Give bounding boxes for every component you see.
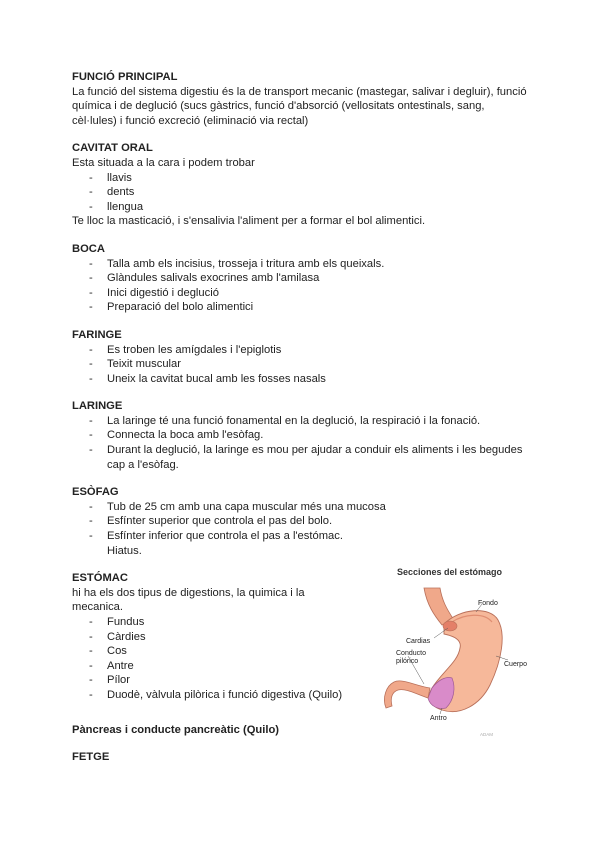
section-faringe bbox=[72, 328, 542, 386]
heading-boca: BOCA bbox=[72, 242, 105, 255]
list-item: - Glàndules salivals exocrines amb l'amilasa bbox=[72, 271, 542, 286]
label-antro: Antro bbox=[430, 715, 447, 722]
bullet-list bbox=[72, 343, 542, 387]
list-item: - Antre bbox=[72, 659, 542, 674]
section-boca bbox=[72, 242, 542, 315]
list-item: - Uneix la cavitat bucal amb les fosses nasals bbox=[72, 372, 542, 387]
list-item: - Esfínter superior que controla el pas del bolo. bbox=[72, 514, 542, 529]
list-item: - Esfínter inferior que controla el pas a l'estómac. bbox=[72, 529, 542, 544]
bullet-list bbox=[72, 257, 542, 315]
label-conducto: Conducto bbox=[396, 650, 426, 657]
label-cuerpo: Cuerpo bbox=[504, 661, 527, 668]
heading-pancreas: Pàncreas i conducte pancreàtic (Quilo) bbox=[72, 723, 280, 736]
list-item: - Durant la deglució, la laringe es mou per ajudar a conduir els aliments i les begudes bbox=[72, 443, 542, 458]
bullet-list bbox=[72, 171, 542, 215]
label-pilorico: pilórico bbox=[396, 658, 419, 665]
list-item: - La laringe té una funció fonamental en la deglució, la respiració i la fonació. bbox=[72, 414, 542, 429]
heading-cavitat-oral: CAVITAT ORAL bbox=[72, 142, 153, 155]
label-cardias: Cardias bbox=[406, 638, 431, 645]
paragraph-line: Esta situada a la cara i podem trobar bbox=[72, 156, 255, 169]
list-item: - dents bbox=[72, 185, 542, 200]
list-item: - llengua bbox=[72, 200, 542, 215]
list-item: - Connecta la boca amb l'esòfag. bbox=[72, 428, 542, 443]
paragraph-line: cèl·lules) i funció excreció (eliminació via rectal) bbox=[72, 114, 309, 127]
list-item: - Càrdies bbox=[72, 630, 542, 645]
list-item: - Fundus bbox=[72, 615, 542, 630]
paragraph-line: hi ha els dos tipus de digestions, la quimica i la bbox=[72, 586, 305, 599]
paragraph-line: química i de deglució (sucs gàstrics, funció d'absorció (vellositats ontestinals, sang, bbox=[72, 100, 485, 113]
heading-funcio-principal: FUNCIÓ PRINCIPAL bbox=[72, 71, 178, 83]
paragraph-line: mecanica. bbox=[72, 601, 123, 614]
paragraph-line: Te lloc la masticació, i s'ensalivia l'aliment per a formar el bol alimentici. bbox=[72, 215, 426, 228]
heading-esofag: ESÒFAG bbox=[72, 486, 119, 499]
list-item: - Cos bbox=[72, 644, 542, 659]
stomach-figure bbox=[372, 560, 562, 740]
heading-laringe: LARINGE bbox=[72, 400, 123, 413]
heading-estomac: ESTÓMAC bbox=[72, 572, 128, 585]
list-item: - Preparació del bolo alimentici bbox=[72, 300, 542, 315]
heading-faringe: FARINGE bbox=[72, 328, 122, 341]
list-item: - llavis bbox=[72, 171, 542, 186]
list-item: - Teixit muscular bbox=[72, 357, 542, 372]
section-funcio-principal bbox=[72, 70, 542, 128]
heading-fetge: FETGE bbox=[72, 751, 110, 764]
section-esofag bbox=[72, 485, 542, 558]
list-item: - Inici digestió i deglució bbox=[72, 286, 542, 301]
list-item: - Talla amb els incisius, trosseja i tritura amb els queixals. bbox=[72, 257, 542, 272]
list-item-continuation: Hiatus. bbox=[107, 544, 142, 557]
list-item: - Pílor bbox=[72, 673, 542, 688]
list-item: - Duodè, vàlvula pilòrica i funció digestiva (Quilo) bbox=[72, 688, 542, 703]
figure-title: Secciones del estómago bbox=[397, 567, 503, 577]
figure-credit: ADAM bbox=[480, 732, 494, 737]
paragraph-line: La funció del sistema digestiu és la de transport mecanic (mastegar, salivar i degluir), funció bbox=[72, 85, 527, 98]
section-fetge bbox=[72, 750, 542, 765]
bullet-list bbox=[72, 500, 542, 544]
list-item: - Tub de 25 cm amb una capa muscular més una mucosa bbox=[72, 500, 542, 515]
section-cavitat-oral bbox=[72, 141, 542, 229]
section-laringe bbox=[72, 399, 542, 472]
list-item: - Es troben les amígdales i l'epiglotis bbox=[72, 343, 542, 358]
bullet-list bbox=[72, 414, 542, 458]
label-fondo: Fondo bbox=[478, 600, 498, 607]
list-item-continuation: cap a l'esòfag. bbox=[107, 458, 179, 471]
